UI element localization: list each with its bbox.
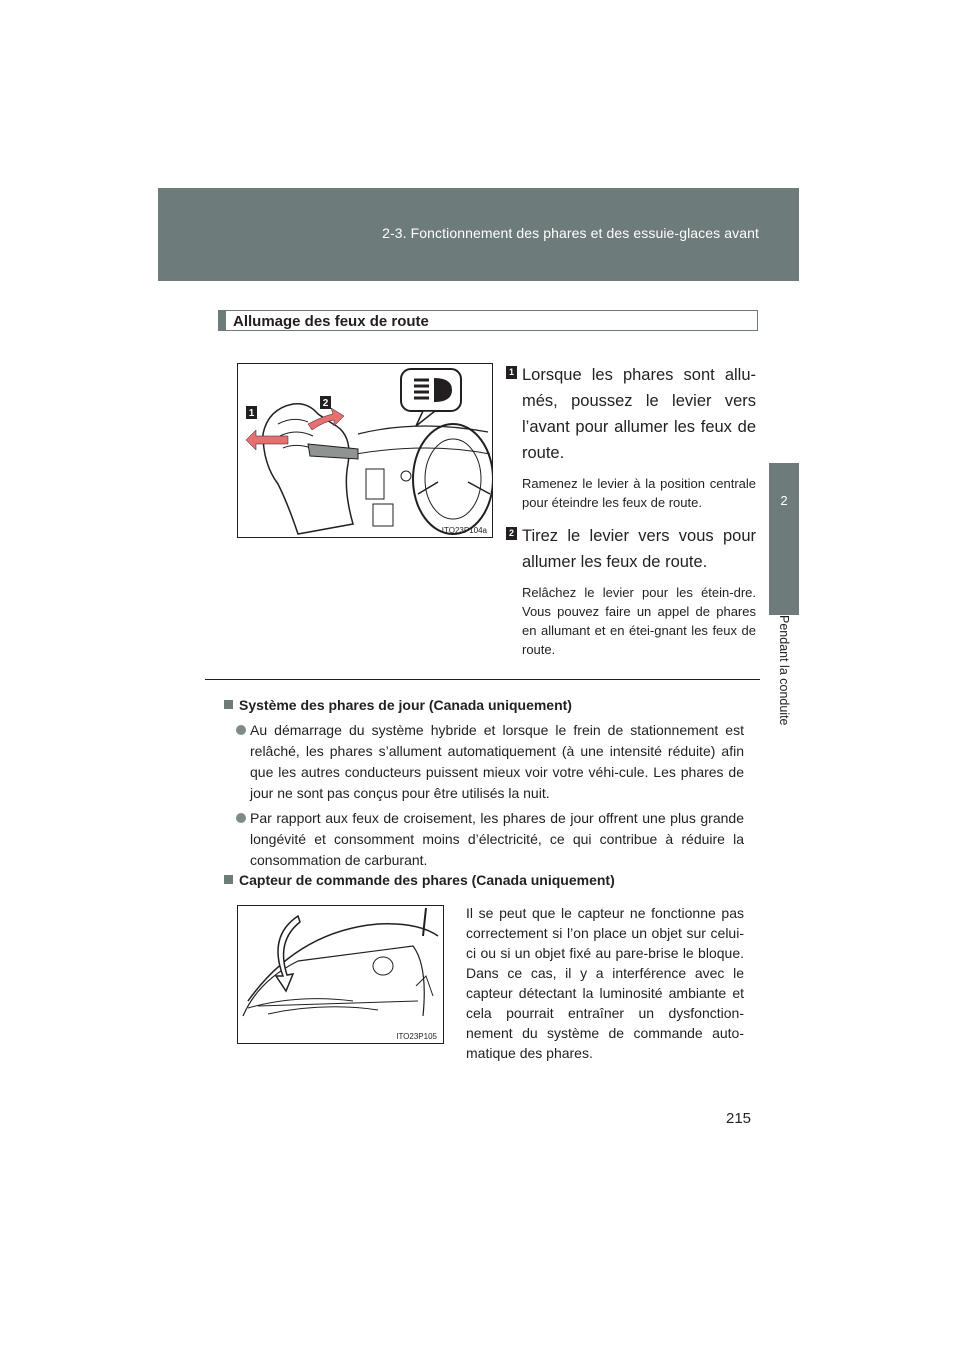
- drl-bullet-2: [236, 808, 744, 871]
- step-2: [506, 523, 756, 659]
- section-heading-text: Allumage des feux de route: [233, 313, 429, 330]
- drl-heading-text: Système des phares de jour (Canada uniquement): [239, 697, 572, 713]
- drl-bullet-2-text: Par rapport aux feux de croisement, les phares de jour offrent une plus grande longévité et consomment moins d’électricité, ce qui contribue à réduire la consommation de carburant.: [250, 810, 744, 868]
- page-number: 215: [726, 1110, 752, 1127]
- sensor-paragraph: Il se peut que le capteur ne fonctionne pas correctement si l’on place un objet sur celui-ci ou si un objet fixé au pare-brise le bloque. Dans ce cas, il y a interférence avec le capteur détectant la luminosité ambiante et cela pourrait entraîner un dysfonction-nement du système de commande auto-matique des phares.: [466, 905, 744, 1061]
- sensor-illustration: [237, 905, 444, 1044]
- windshield-drawing: [238, 906, 443, 1043]
- drl-bullet-1: [236, 720, 744, 804]
- circle-bullet-icon: [236, 813, 246, 823]
- side-tab: [769, 463, 799, 615]
- step-2-text: Tirez le levier vers vous pour allumer les feux de route.: [522, 527, 756, 571]
- lever-illustration: [237, 363, 493, 538]
- step-1: [506, 362, 756, 512]
- circle-bullet-icon: [236, 725, 246, 735]
- lever-drawing: [238, 364, 492, 537]
- section-heading-bar: [219, 311, 226, 330]
- side-tab-number: 2: [780, 493, 788, 508]
- step-1-text: Lorsque les phares sont allu-més, poussez le levier vers l’avant pour allumer les feux de route.: [522, 366, 756, 462]
- header-band: [158, 188, 799, 281]
- drl-heading: [224, 697, 572, 713]
- divider: [205, 679, 760, 680]
- figure-code: ITO23P105: [396, 1032, 437, 1041]
- step-2-marker: 2: [506, 527, 517, 540]
- drl-bullet-1-text: Au démarrage du système hybride et lorsque le frein de stationnement est relâché, les phares s’allument automatiquement (à une intensité réduite) afin que les autres conducteurs puissent mieux voir votre véhi-cule. Les phares de jour ne sont pas conçus pour être utilisés la nuit.: [250, 722, 744, 801]
- side-tab-label: Pendant la conduite: [777, 615, 791, 726]
- step-1-marker: 1: [506, 366, 517, 379]
- chapter-title: 2-3. Fonctionnement des phares et des essuie-glaces avant: [382, 225, 759, 241]
- square-bullet-icon: [224, 875, 233, 884]
- sensor-heading: [224, 872, 615, 888]
- step-2-note: Relâchez le levier pour les étein-dre. Vous pouvez faire un appel de phares en allumant et en étei-gnant les feux de route.: [522, 585, 756, 657]
- step-1-note: Ramenez le levier à la position centrale pour éteindre les feux de route.: [522, 476, 756, 510]
- figure-code: ITO23P104a: [441, 526, 487, 535]
- figure-marker-1: 1: [248, 408, 255, 419]
- figure-marker-2: 2: [322, 398, 329, 409]
- square-bullet-icon: [224, 700, 233, 709]
- sensor-heading-text: Capteur de commande des phares (Canada uniquement): [239, 872, 615, 888]
- section-heading: [218, 310, 758, 331]
